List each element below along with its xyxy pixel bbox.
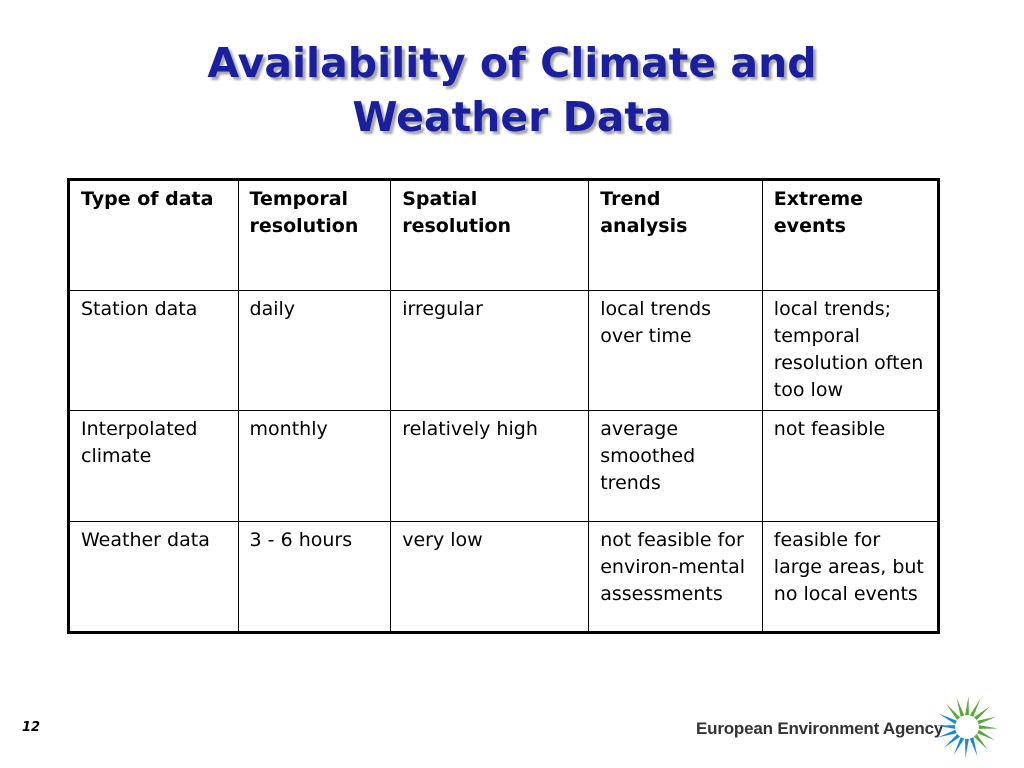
slide-title <box>0 36 1024 144</box>
table-cell: irregular <box>391 291 589 411</box>
slide-title-line-2: Weather Data <box>352 93 672 141</box>
logo-ray <box>970 737 978 756</box>
table-row <box>69 291 939 411</box>
eea-logo-icon <box>932 692 1002 762</box>
slide-number: 12 <box>22 720 41 735</box>
table-cell: monthly <box>238 411 391 522</box>
logo-ray <box>965 739 969 758</box>
header-cell: Trend analysis <box>589 180 763 291</box>
slide-title-line-1: Availability of Climate and <box>207 39 817 87</box>
table-cell: not feasible <box>762 411 938 522</box>
table-cell: not feasible for environ-mental assessments <box>589 522 763 633</box>
table-cell: average smoothed trends <box>589 411 763 522</box>
table-cell: daily <box>238 291 391 411</box>
table-cell: Interpolated climate <box>69 411 239 522</box>
header-cell: Extreme events <box>762 180 938 291</box>
logo-ray <box>965 696 969 715</box>
logo-ray <box>957 698 965 717</box>
header-cell: Spatial resolution <box>391 180 589 291</box>
table-header-row <box>69 180 939 291</box>
data-availability-table <box>67 178 940 634</box>
logo-ray <box>977 717 996 725</box>
table-cell: very low <box>391 522 589 633</box>
header-cell: Type of data <box>69 180 239 291</box>
table-cell: Weather data <box>69 522 239 633</box>
table-row <box>69 522 939 633</box>
header-cell: Temporal resolution <box>238 180 391 291</box>
table-cell: relatively high <box>391 411 589 522</box>
table-cell: Station data <box>69 291 239 411</box>
table-cell: local trends; temporal resolution often too low <box>762 291 938 411</box>
organization-name: European Environment Agency <box>696 719 944 738</box>
logo-ray <box>936 725 955 729</box>
table-row <box>69 411 939 522</box>
table-cell: 3 - 6 hours <box>238 522 391 633</box>
table-cell: local trends over time <box>589 291 763 411</box>
logo-ray <box>938 730 957 738</box>
table-cell: feasible for large areas, but no local events <box>762 522 938 633</box>
logo-ray <box>979 725 998 729</box>
